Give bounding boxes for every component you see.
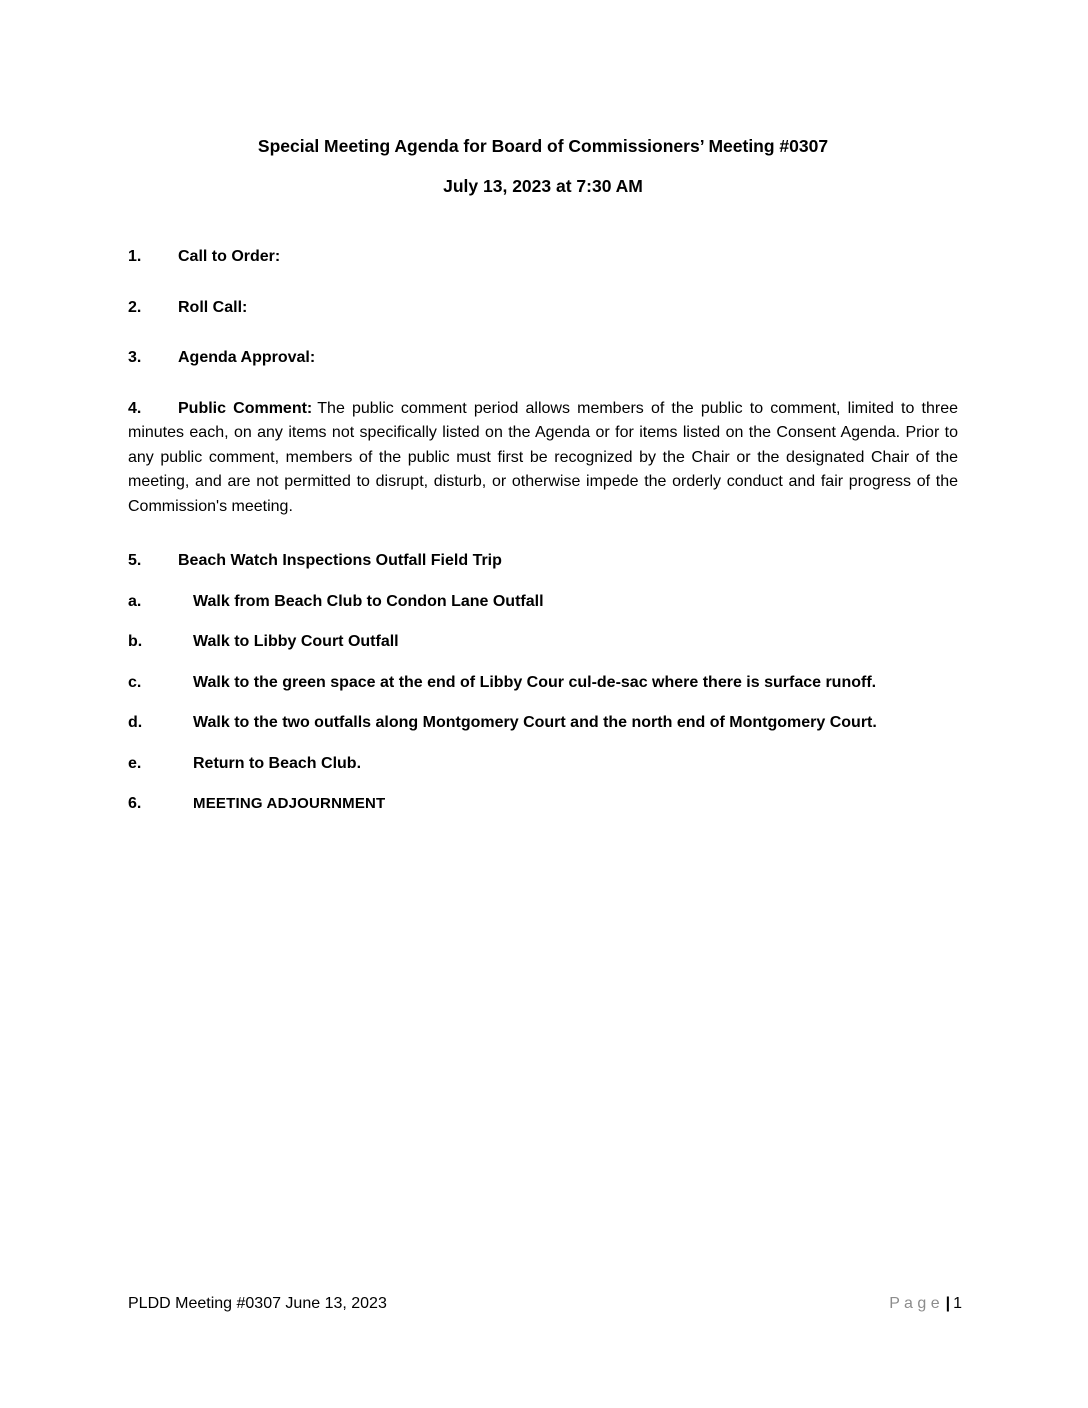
item-label: Call to Order: — [178, 248, 281, 265]
agenda-subitem-d — [128, 711, 958, 735]
agenda-item-6-adjournment — [128, 792, 958, 816]
item-label: Public Comment: — [178, 399, 313, 417]
item-number: 3. — [128, 349, 142, 366]
item-label: Return to Beach Club. — [193, 754, 362, 772]
title-line-2: July 13, 2023 at 7:30 AM — [443, 176, 643, 196]
item-label: Beach Watch Inspections Outfall Field Trip — [178, 552, 502, 570]
agenda-item-1 — [128, 245, 958, 269]
title-line-1: Special Meeting Agenda for Board of Commissioners’ Meeting #0307 — [257, 136, 829, 156]
footer-meeting-reference: PLDD Meeting #0307 June 13, 2023 — [128, 1295, 387, 1312]
item-letter: c. — [128, 673, 142, 691]
agenda-item-5 — [128, 549, 958, 573]
item-letter: a. — [128, 592, 142, 610]
item-number: 6. — [128, 795, 142, 813]
item-body-text: The public comment period allows members of the public to comment, limited to three minutes each, on any items not specifically listed on the Agenda or for items listed on the Consent Agenda. Prior to any public comment, members of the public must first be recognized by the Chair or the designated Chair of the meeting, and are not permitted to disrupt, disturb, or otherwise impede the orderly conduct and fair progress of the Commission's meeting. — [128, 399, 958, 515]
footer-page-separator: | — [945, 1295, 951, 1312]
agenda-item-4-public-comment — [128, 397, 958, 520]
agenda-item-3 — [128, 346, 958, 370]
footer-page-word: P a g e — [889, 1295, 940, 1312]
item-letter: d. — [128, 714, 143, 732]
item-label: MEETING ADJOURNMENT — [193, 795, 386, 813]
agenda-subitem-a — [128, 590, 958, 614]
item-label: Walk from Beach Club to Condon Lane Outfall — [193, 592, 544, 610]
item-number: 1. — [128, 248, 142, 265]
item-number: 5. — [128, 552, 142, 570]
agenda-subitem-c — [128, 671, 958, 695]
item-label: Walk to the two outfalls along Montgomery Court and the north end of Montgomery Court. — [193, 714, 877, 732]
item-number: 2. — [128, 298, 142, 316]
item-label: Walk to Libby Court Outfall — [193, 633, 399, 651]
item-label: Roll Call: — [178, 298, 248, 316]
item-number: 4. — [128, 399, 142, 417]
item-label: Agenda Approval: — [178, 349, 316, 366]
page-content — [128, 133, 958, 833]
footer-page-indicator — [889, 1295, 962, 1313]
document-title — [128, 133, 958, 199]
footer-page-number: 1 — [953, 1295, 962, 1312]
agenda-item-2 — [128, 296, 958, 320]
agenda-subitem-e — [128, 752, 958, 776]
agenda-subitem-b — [128, 630, 958, 654]
item-letter: e. — [128, 754, 142, 772]
item-label: Walk to the green space at the end of Libby Cour cul-de-sac where there is surface runoff. — [193, 673, 877, 691]
item-letter: b. — [128, 633, 143, 651]
page-footer — [128, 1295, 962, 1313]
